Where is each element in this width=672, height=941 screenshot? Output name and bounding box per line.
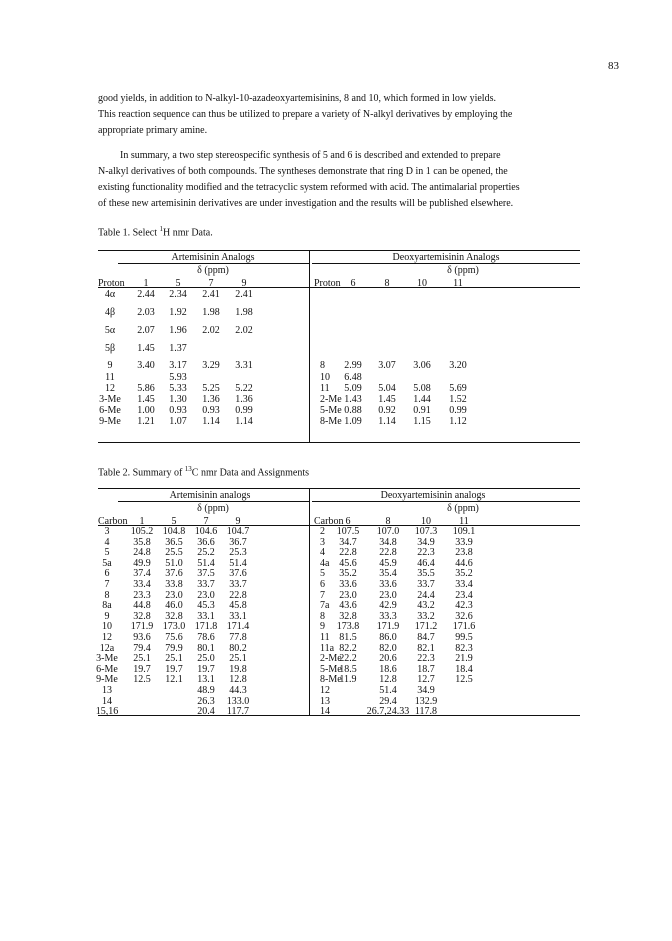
row-label: 5a: [102, 557, 112, 569]
table-cell: 3.40: [137, 360, 155, 371]
table-cell: 171.2: [414, 621, 438, 633]
proton-header-left: Proton: [98, 278, 125, 289]
caption-prefix: Table 2. Summary of: [98, 467, 185, 479]
caption-suffix: H nmr Data.: [163, 227, 213, 239]
row-label: 11: [320, 383, 330, 394]
table-cell: 5.09: [344, 383, 362, 394]
row-label: 4: [320, 547, 325, 559]
table-cell: 3.20: [449, 360, 467, 371]
table-cell: 12.7: [417, 674, 435, 686]
center-rule: [309, 250, 310, 442]
table-cell: 78.6: [197, 632, 215, 643]
row-label: 12: [105, 383, 115, 394]
table-cell: 34.7: [339, 536, 357, 548]
table-cell: 6.48: [344, 372, 362, 383]
row-label: 13: [320, 695, 330, 707]
table-cell: 33.3: [379, 610, 397, 622]
row-label: 9: [320, 621, 325, 633]
group-right-header: Deoxyartemisinin analogs: [380, 490, 486, 501]
table-cell: 93.6: [133, 632, 151, 643]
row-label: 11: [105, 372, 115, 383]
caption-prefix: Table 1. Select: [98, 227, 160, 239]
table-cell: 33.7: [229, 579, 247, 590]
table-cell: 32.8: [165, 610, 183, 622]
table-cell: 13.1: [197, 674, 215, 686]
row-label: 4a: [320, 557, 330, 569]
row-label: 5β: [104, 343, 116, 354]
table-cell: 84.7: [417, 632, 435, 643]
table-cell: 45.3: [197, 600, 215, 612]
column-header: 9: [241, 278, 247, 289]
table-cell: 2.03: [137, 307, 155, 318]
table-cell: 25.0: [197, 653, 215, 665]
table-cell: 22.2: [339, 653, 357, 665]
table-cell: 5.69: [449, 383, 467, 394]
table-cell: 19.7: [197, 663, 215, 675]
table-cell: 51.4: [229, 557, 247, 569]
table-cell: 24.4: [417, 589, 435, 601]
table-cell: 22.8: [379, 547, 397, 559]
row-label: 15,16: [95, 706, 119, 718]
caption-sup: 13: [184, 465, 192, 473]
column-header: 7: [208, 278, 214, 289]
table-cell: 32.8: [339, 610, 357, 622]
table-cell: 26.7,24.33: [366, 706, 410, 718]
table-cell: 2.41: [202, 289, 220, 300]
group-left-header: Artemisinin Analogs: [171, 252, 255, 263]
table-cell: 23.8: [455, 547, 473, 559]
row-label: 10: [320, 372, 330, 383]
table-cell: 23.3: [133, 589, 151, 601]
table-cell: 33.4: [133, 579, 151, 590]
table-cell: 36.6: [197, 536, 215, 548]
table-cell: 1.36: [202, 394, 220, 405]
table-cell: 51.4: [197, 557, 215, 569]
row-label: 7a: [320, 600, 330, 612]
row-label: 7: [320, 589, 325, 601]
table-cell: 25.5: [165, 547, 183, 559]
table-cell: 2.07: [137, 325, 155, 336]
page-number: 83: [608, 60, 619, 72]
table-cell: 82.0: [379, 642, 397, 654]
table-cell: 25.1: [165, 653, 183, 665]
table-cell: 1.45: [137, 394, 155, 405]
paragraph-line: existing functionality modified and the tetracyclic system reformed with acid. The antimalarial properties: [98, 182, 520, 193]
table1: [98, 250, 580, 445]
table-cell: 35.2: [455, 568, 473, 580]
table-cell: 0.93: [202, 405, 220, 416]
row-label: 2: [320, 526, 325, 537]
table-cell: 42.9: [379, 600, 397, 612]
row-label: 2-Me: [320, 394, 342, 405]
table-cell: 26.3: [197, 695, 215, 707]
table-cell: 1.98: [202, 307, 220, 318]
table-cell: 1.52: [449, 394, 467, 405]
table-cell: 0.99: [449, 405, 467, 416]
table-cell: 18.5: [339, 663, 357, 675]
table-cell: 1.14: [378, 416, 396, 427]
row-label: 8a: [102, 600, 112, 612]
table-cell: 23.0: [379, 589, 397, 601]
table-cell: 1.09: [344, 416, 362, 427]
table-cell: 46.4: [417, 557, 435, 569]
row-label: 5: [320, 568, 325, 580]
table-cell: 1.21: [137, 416, 155, 427]
table-cell: 33.7: [417, 579, 435, 590]
table-cell: 33.9: [455, 536, 473, 548]
table-cell: 12.1: [165, 674, 183, 686]
table-cell: 117.8: [414, 706, 438, 718]
table-cell: 133.0: [226, 695, 250, 707]
table-cell: 19.7: [133, 663, 151, 675]
table-cell: 1.36: [235, 394, 253, 405]
column-header: 9: [235, 516, 241, 527]
top-rule: [98, 488, 580, 489]
table-cell: 33.1: [197, 610, 215, 622]
header-rule: [98, 287, 580, 288]
table-cell: 171.9: [376, 621, 400, 633]
table-cell: 12.8: [229, 674, 247, 686]
table-cell: 33.4: [455, 579, 473, 590]
column-header: 8: [385, 516, 391, 527]
table-cell: 25.2: [197, 547, 215, 559]
table-cell: 48.9: [197, 685, 215, 696]
table-cell: 37.6: [229, 568, 247, 580]
table-cell: 42.3: [455, 600, 473, 612]
row-label: 8: [320, 610, 325, 622]
table-cell: 5.08: [413, 383, 431, 394]
row-label: 13: [102, 685, 112, 696]
table-cell: 0.91: [413, 405, 431, 416]
table-cell: 20.6: [379, 653, 397, 665]
table-cell: 1.43: [344, 394, 362, 405]
row-label: 12: [102, 632, 112, 643]
row-label: 3-Me: [99, 394, 121, 405]
row-label: 6: [320, 579, 325, 590]
table-cell: 77.8: [229, 632, 247, 643]
table-cell: 32.8: [133, 610, 151, 622]
table-cell: 25.3: [229, 547, 247, 559]
column-header: 5: [171, 516, 177, 527]
table-cell: 44.8: [133, 600, 151, 612]
paragraph-line: This reaction sequence can thus be utilized to prepare a variety of N-alkyl derivatives by employing the: [98, 109, 513, 120]
table-cell: 81.5: [339, 632, 357, 643]
row-label: 14: [320, 706, 330, 718]
table-cell: 1.37: [169, 343, 187, 354]
row-label: 10: [102, 621, 112, 633]
table-cell: 22.3: [417, 653, 435, 665]
table-cell: 34.9: [417, 536, 435, 548]
table-cell: 80.2: [229, 642, 247, 654]
table-cell: 45.9: [379, 557, 397, 569]
row-label: 4: [104, 536, 110, 548]
table-cell: 22.8: [229, 589, 247, 601]
table-cell: 5.22: [235, 383, 253, 394]
unit-right: δ (ppm): [447, 503, 479, 514]
table-cell: 1.96: [169, 325, 187, 336]
group-right-header: Deoxyartemisinin Analogs: [392, 252, 500, 263]
table-cell: 171.4: [226, 621, 250, 633]
table-cell: 1.00: [137, 405, 155, 416]
column-header: 8: [384, 278, 390, 289]
table-cell: 51.4: [379, 685, 397, 696]
table-cell: 86.0: [379, 632, 397, 643]
row-label: 5: [104, 547, 110, 559]
table1-caption: [98, 225, 213, 238]
table-cell: 35.8: [133, 536, 151, 548]
table-cell: 1.45: [378, 394, 396, 405]
table-cell: 34.9: [417, 685, 435, 696]
group-right-rule: [312, 263, 580, 264]
group-left-rule: [118, 501, 309, 502]
row-label: 2-Me: [320, 653, 342, 665]
table-cell: 0.92: [378, 405, 396, 416]
caption-sup: 1: [159, 225, 163, 233]
table-cell: 43.2: [417, 600, 435, 612]
table-cell: 1.15: [413, 416, 431, 427]
column-header: 1: [143, 278, 149, 289]
row-label: 4β: [104, 307, 116, 318]
table-cell: 82.2: [339, 642, 357, 654]
table-cell: 1.44: [413, 394, 431, 405]
center-rule: [309, 488, 310, 715]
table-cell: 44.3: [229, 685, 247, 696]
table-cell: 32.6: [455, 610, 473, 622]
table-cell: 3.31: [235, 360, 253, 371]
table-cell: 173.0: [162, 621, 186, 633]
table-cell: 33.6: [339, 579, 357, 590]
table-cell: 35.5: [417, 568, 435, 580]
table-cell: 5.86: [137, 383, 155, 394]
table-cell: 107.0: [376, 526, 400, 537]
table-cell: 45.8: [229, 600, 247, 612]
row-label: 3-Me: [96, 653, 118, 665]
table-cell: 80.1: [197, 642, 215, 654]
table-cell: 105.2: [130, 526, 154, 537]
row-label: 11a: [320, 642, 335, 654]
table-cell: 171.9: [130, 621, 154, 633]
table-cell: 3.06: [413, 360, 431, 371]
row-label: 6-Me: [96, 663, 118, 675]
row-label: 14: [102, 695, 112, 707]
table-cell: 82.3: [455, 642, 473, 654]
row-label: 3: [104, 526, 110, 537]
table-cell: 5.33: [169, 383, 187, 394]
table-cell: 25.1: [133, 653, 151, 665]
table-cell: 1.45: [137, 343, 155, 354]
table-cell: 5.25: [202, 383, 220, 394]
table-cell: 1.98: [235, 307, 253, 318]
unit-left: δ (ppm): [197, 503, 229, 514]
bottom-rule: [98, 715, 580, 716]
unit-left: δ (ppm): [197, 265, 229, 276]
table2-caption: [98, 465, 309, 478]
column-header: 5: [175, 278, 181, 289]
table-cell: 37.6: [165, 568, 183, 580]
table-cell: 37.5: [197, 568, 215, 580]
table-cell: 1.07: [169, 416, 187, 427]
column-header: 1: [139, 516, 145, 527]
table-cell: 12.5: [455, 674, 473, 686]
table-cell: 2.02: [202, 325, 220, 336]
table-cell: 12.8: [379, 674, 397, 686]
column-header: 10: [421, 516, 431, 527]
bottom-rule: [98, 442, 580, 443]
table-cell: 20.4: [197, 706, 215, 718]
table-cell: 1.14: [235, 416, 253, 427]
row-label: 6-Me: [99, 405, 121, 416]
row-label: 9-Me: [99, 416, 121, 427]
table-cell: 2.44: [137, 289, 155, 300]
carbon-header-left: Carbon: [98, 516, 128, 527]
table-cell: 33.8: [165, 579, 183, 590]
table-cell: 33.6: [379, 579, 397, 590]
table-cell: 19.8: [229, 663, 247, 675]
row-label: 8-Me: [320, 416, 342, 427]
table-cell: 1.12: [449, 416, 467, 427]
row-label: 7: [104, 579, 110, 590]
table-cell: 11.9: [339, 674, 357, 686]
table-cell: 104.7: [226, 526, 250, 537]
caption-suffix: C nmr Data and Assignments: [191, 467, 310, 479]
group-left-header: Artemisinin analogs: [169, 490, 251, 501]
column-header: 10: [417, 278, 427, 289]
table-cell: 171.6: [452, 621, 476, 633]
table-cell: 23.0: [339, 589, 357, 601]
group-right-rule: [312, 501, 580, 502]
table-cell: 43.6: [339, 600, 357, 612]
row-label: 5-Me: [320, 405, 342, 416]
table-cell: 5.93: [169, 372, 187, 383]
table-cell: 3.17: [169, 360, 187, 371]
row-label: 5-Me: [320, 663, 342, 675]
table-cell: 49.9: [133, 557, 151, 569]
table-cell: 0.88: [344, 405, 362, 416]
table-cell: 1.14: [202, 416, 220, 427]
table-cell: 2.99: [344, 360, 362, 371]
table-cell: 35.2: [339, 568, 357, 580]
table-cell: 99.5: [455, 632, 473, 643]
row-label: 6: [104, 568, 110, 580]
carbon-header-right: Carbon: [314, 516, 344, 527]
table-cell: 107.3: [414, 526, 438, 537]
table-cell: 24.8: [133, 547, 151, 559]
paragraph-line: N-alkyl derivatives of both compounds. The syntheses demonstrate that ring D in 1 can be opened, the: [98, 166, 508, 177]
table-cell: 109.1: [452, 526, 476, 537]
unit-right: δ (ppm): [447, 265, 479, 276]
row-label: 5α: [104, 325, 116, 336]
table2: [95, 488, 580, 718]
proton-header-right: Proton: [314, 278, 341, 289]
paragraph-line: In summary, a two step stereospecific synthesis of 5 and 6 is described and extended to prepare: [120, 150, 501, 161]
table-cell: 33.7: [197, 579, 215, 590]
table-cell: 22.3: [417, 547, 435, 559]
column-header: 11: [459, 516, 469, 527]
table-cell: 1.92: [169, 307, 187, 318]
table-cell: 79.9: [165, 642, 183, 654]
table-cell: 19.7: [165, 663, 183, 675]
table-cell: 1.30: [169, 394, 187, 405]
table-cell: 82.1: [417, 642, 435, 654]
table-cell: 29.4: [379, 695, 397, 707]
table-cell: 107.5: [336, 526, 360, 537]
row-label: 9-Me: [96, 674, 118, 686]
table-cell: 23.0: [197, 589, 215, 601]
table-cell: 0.93: [169, 405, 187, 416]
table-cell: 171.8: [194, 621, 218, 633]
paragraph-line: appropriate primary amine.: [98, 125, 208, 136]
table-cell: 104.6: [194, 526, 218, 537]
table-cell: 22.8: [339, 547, 357, 559]
table-cell: 117.7: [226, 706, 250, 718]
row-label: 12a: [99, 642, 115, 654]
row-label: 11: [320, 632, 330, 643]
row-label: 9: [104, 610, 110, 622]
table-cell: 18.7: [417, 663, 435, 675]
table-cell: 173.8: [336, 621, 360, 633]
table-cell: 33.1: [229, 610, 247, 622]
table-cell: 33.2: [417, 610, 435, 622]
table-cell: 75.6: [165, 632, 183, 643]
table-cell: 23.4: [455, 589, 473, 601]
table-cell: 79.4: [133, 642, 151, 654]
table-cell: 104.8: [162, 526, 186, 537]
row-label: 9: [107, 360, 113, 371]
table-cell: 5.04: [378, 383, 396, 394]
table-cell: 21.9: [455, 653, 473, 665]
row-label: 8: [104, 589, 110, 601]
row-label: 8: [320, 360, 325, 371]
column-header: 7: [203, 516, 209, 527]
paragraph-line: of these new artemisinin derivatives are under investigation and the results will be published elsewhere.: [98, 198, 514, 209]
table-cell: 45.6: [339, 557, 357, 569]
table-cell: 34.8: [379, 536, 397, 548]
row-label: 4α: [104, 289, 116, 300]
row-label: 12: [320, 685, 330, 696]
table-cell: 2.41: [235, 289, 253, 300]
table-cell: 3.07: [378, 360, 396, 371]
table-cell: 36.7: [229, 536, 247, 548]
table-cell: 132.9: [414, 695, 438, 707]
table-cell: 12.5: [133, 674, 151, 686]
paragraph-line: good yields, in addition to N-alkyl-10-azadeoxyartemisinins, 8 and 10, which formed in low yields.: [98, 93, 496, 104]
table-cell: 2.02: [235, 325, 253, 336]
table-cell: 23.0: [165, 589, 183, 601]
group-left-rule: [118, 263, 309, 264]
row-label: 3: [320, 536, 325, 548]
table-cell: 18.6: [379, 663, 397, 675]
column-header: 6: [345, 516, 351, 527]
row-label: 8-Me: [320, 674, 342, 686]
table-cell: 25.1: [229, 653, 247, 665]
table-cell: 0.99: [235, 405, 253, 416]
table-cell: 35.4: [379, 568, 397, 580]
top-rule: [98, 250, 580, 251]
table-cell: 46.0: [165, 600, 183, 612]
column-header: 11: [453, 278, 463, 289]
table-cell: 3.29: [202, 360, 220, 371]
table-cell: 2.34: [169, 289, 187, 300]
table-cell: 51.0: [165, 557, 183, 569]
table-cell: 36.5: [165, 536, 183, 548]
table-cell: 44.6: [455, 557, 473, 569]
table-cell: 37.4: [133, 568, 151, 580]
column-header: 6: [350, 278, 356, 289]
table-cell: 18.4: [455, 663, 473, 675]
